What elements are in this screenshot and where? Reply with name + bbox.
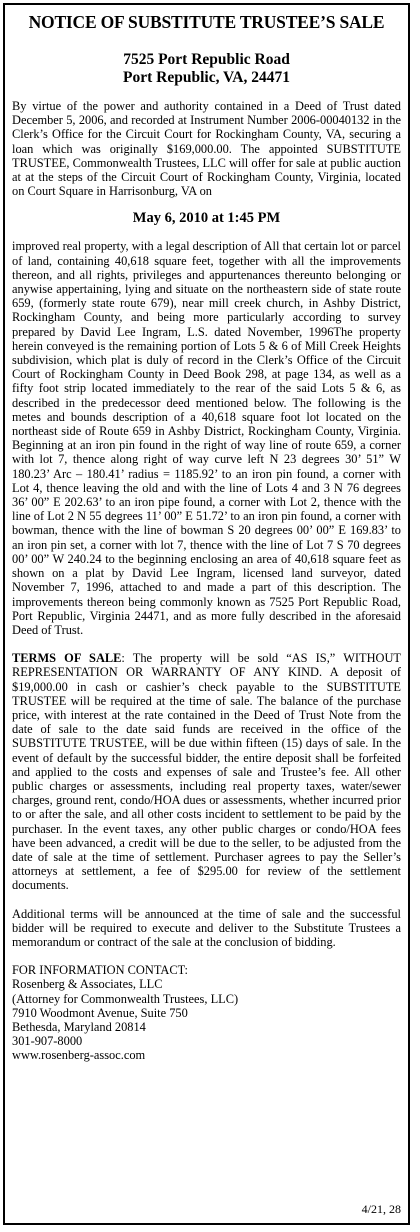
contact-phone: 301-907-8000	[12, 1034, 83, 1049]
property-description: improved real property, with a legal description of All that certain lot or parcel of land, containing 40,618 square feet, together with all the improvements thereon, and all rights, privileges and appurtenances thereunto belonging or anywise appertaining, lying and situate on the northeastern side of state route 659, (formerly state route 679), near mill creek church, in Ashby District, Rockingham County, and being more particularly according to survey prepared by David Lee Ingram, L.S. dated November, 1996The property herein conveyed is the remaining portion of Lots 5 & 6 of Mill Creek Heights subdivision, which plat is duly of record in the Clerk’s Office of the Circuit Court of Rockingham County in Deed Book 298, at page 134, as well as a fifty foot strip located immediately to the rear of the said Lots 5 & 6, as described in the predecessor deed mentioned below. The following is the metes and bounds description of a 40,618 square foot lot located on the northeast side of Route 659 in Ashby District, Rockingham County, Virginia. Beginning at an iron pin found in the right of way line of route 659, a corner with lot 7, thence along right of way curve left N 23 degrees 30’ 51” W 180.23’ Arc – 180.41’ radius = 1185.92’ to an iron pin found, a corner with Lot 4, thence leaving the old and with the line of Lots 4 and 3 N 76 degrees 36’ 00” E 202.63’ to an iron pipe found, a corner with Lot 2, thence with the line of Lot 2 N 55 degrees 11’ 00” E 51.72’ to an iron pin found, a corner with bowman, thence with the line of bowman S 20 degrees 00’ 00” E 169.83’ to an iron pin set, a corner with lot 7, thence with the line of Lot 7 S 70 degrees 00’ 00” W 240.24 to the beginning enclosing an area of 40,618 square feet as shown on a plat by David Lee Ingram, licensed land surveyor, dated November 7, 1996, attached to and made a part of this description. The improvements thereon being commonly known as 7525 Port Republic Road, Port Republic, Virginia 24471, and as more fully described in the aforesaid Deed of Trust.	[12, 239, 401, 637]
authority-paragraph: By virtue of the power and authority contained in a Deed of Trust dated December 5, 2006, and recorded at Instrument Number 2006-00040132 in the Clerk’s Office for the Circuit Court for Rockingham County, VA, securing a loan which was originally $169,000.00. The appointed SUBSTITUTE TRUSTEE, Commonwealth Trustees, LLC will offer for sale at public auction at at the steps of the Circuit Court of Rockingham County, Virginia, located on Court Square in Harrisonburg, VA on	[12, 99, 401, 199]
contact-city: Bethesda, Maryland 20814	[12, 1019, 146, 1034]
address-street: 7525 Port Republic Road	[123, 51, 290, 68]
notice-title: NOTICE OF SUBSTITUTE TRUSTEE’S SALE	[28, 12, 385, 32]
publication-dates: 4/21, 28	[361, 1202, 401, 1216]
contact-heading: FOR INFORMATION CONTACT:	[12, 963, 189, 978]
legal-notice	[3, 3, 410, 1225]
contact-website[interactable]: www.rosenberg-assoc.com	[12, 1048, 146, 1063]
contact-role: (Attorney for Commonwealth Trustees, LLC)	[12, 991, 239, 1006]
terms-text: : The property will be sold “AS IS,” WITHOUT REPRESENTATION OR WARRANTY OF ANY KIND. A deposit of $19,000.00 in cash or cashier’s check payable to the SUBSTITUTE TRUSTEE will be required at the time of sale. The balance of the purchase price, with interest at the rate contained in the Deed of Trust Note from the date of sale to the date said funds are received in the office of the SUBSTITUTE TRUSTEE, will be due within fifteen (15) days of sale. In the event of default by the successful bidder, the entire deposit shall be forfeited and applied to the costs and expenses of sale and Trustee’s fee. All other public charges or assessments, including real property taxes, water/sewer charges, ground rent, condo/HOA dues or assessments, whether incurred prior to or after the sale, and all other costs incident to settlement to be paid by the purchaser. In the event taxes, any other public charges or condo/HOA fees have been advanced, a credit will be due to the seller, to be adjusted from the date of sale at the time of settlement. Purchaser agrees to pay the Seller’s attorneys at settlement, a fee of $295.00 for review of the settlement documents.	[12, 651, 401, 893]
terms-paragraph	[12, 651, 401, 892]
property-address	[12, 51, 401, 87]
contact-firm: Rosenberg & Associates, LLC	[12, 977, 163, 992]
address-city: Port Republic, VA, 24471	[123, 69, 290, 86]
contact-street: 7910 Woodmont Avenue, Suite 750	[12, 1005, 188, 1020]
additional-terms: Additional terms will be announced at the time of sale and the successful bidder will be required to execute and deliver to the Substitute Trustees a memorandum or contract of the sale at the conclusion of bidding.	[12, 906, 401, 949]
sale-date: May 6, 2010 at 1:45 PM	[132, 210, 281, 227]
terms-label: TERMS OF SALE	[12, 651, 122, 666]
contact-block	[12, 963, 401, 1062]
